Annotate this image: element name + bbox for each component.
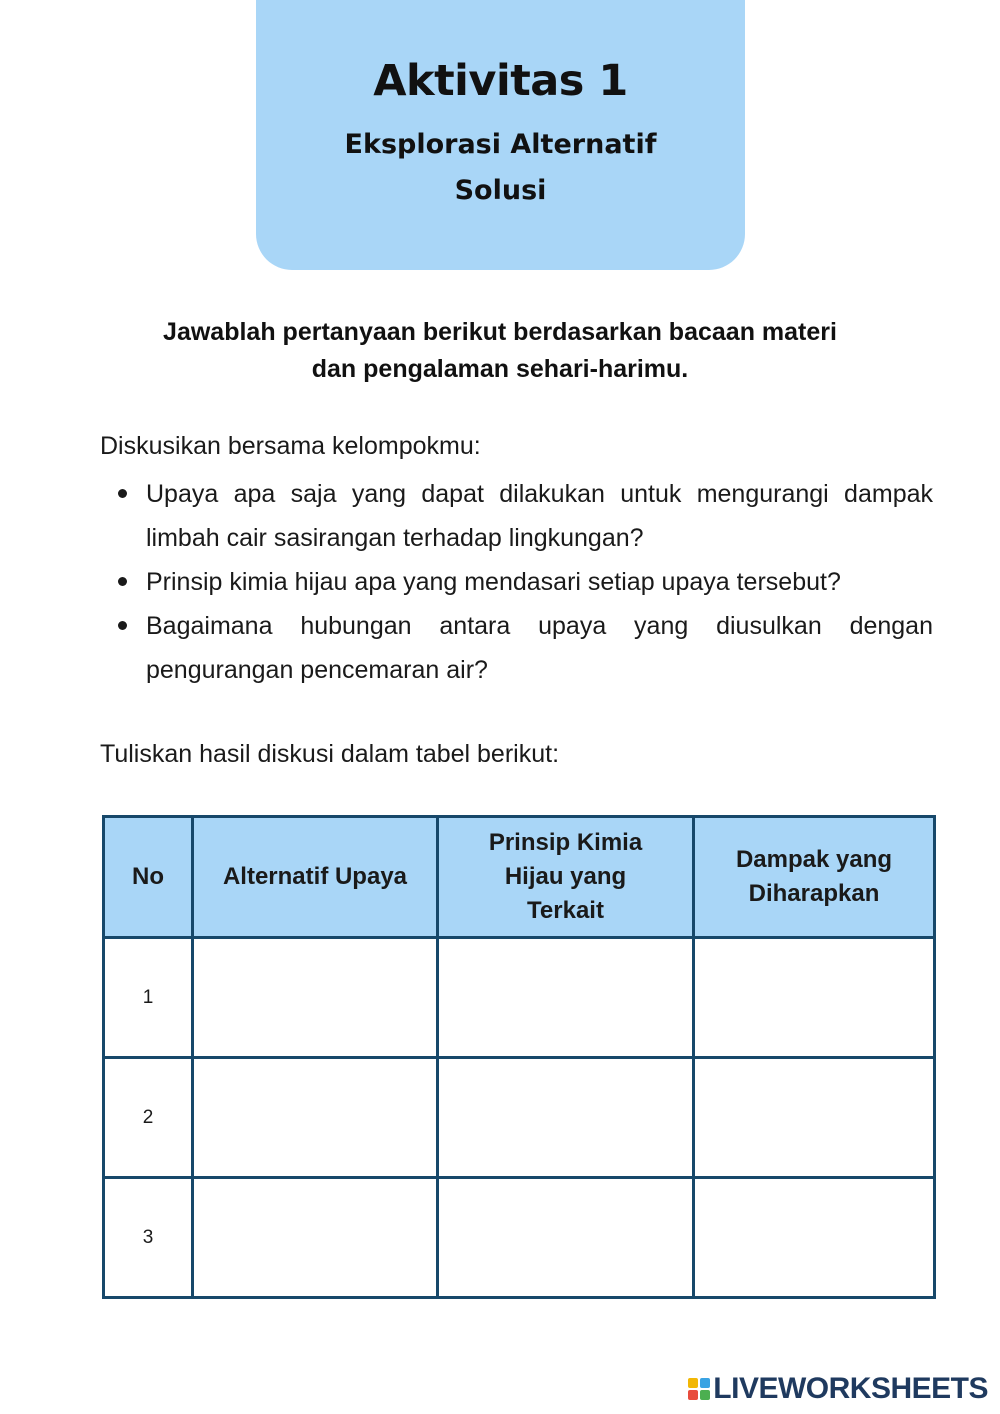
table-row (104, 938, 935, 1058)
header-dampak-label: Dampak yang Diharapkan (735, 846, 893, 907)
bullet-icon (118, 621, 127, 630)
cell-dampak[interactable] (694, 1058, 935, 1178)
cell-dampak[interactable] (694, 1178, 935, 1298)
question-text: Upaya apa saja yang dapat dilakukan untuk mengurangi dampak limbah cair sasirangan terhadap lingkungan? (146, 480, 933, 552)
table-instruction: Tuliskan hasil diskusi dalam tabel berikut: (100, 740, 560, 768)
header-dampak (694, 817, 935, 938)
instruction-line2: dan pengalaman sehari-harimu. (311, 355, 689, 383)
question-text: Bagaimana hubungan antara upaya yang diusulkan dengan pengurangan pencemaran air? (146, 612, 933, 684)
cell-prinsip-kimia-hijau[interactable] (438, 1178, 694, 1298)
activity-subtitle-line1: Eksplorasi Alternatif (344, 129, 657, 160)
header-no: No (104, 817, 193, 938)
logo-square (700, 1390, 710, 1400)
bullet-icon (118, 489, 127, 498)
logo-square (700, 1378, 710, 1388)
activity-subtitle (336, 122, 665, 214)
cell-alternatif-upaya[interactable] (193, 1178, 438, 1298)
discussion-question (100, 472, 933, 560)
cell-dampak[interactable] (694, 938, 935, 1058)
discussion-question-list (100, 472, 933, 692)
table-header-row (104, 817, 935, 938)
logo-square (688, 1378, 698, 1388)
instruction-text (100, 314, 900, 388)
liveworksheets-logo-text: LIVEWORKSHEETS (713, 1372, 988, 1405)
cell-alternatif-upaya[interactable] (193, 938, 438, 1058)
liveworksheets-grid-icon (688, 1378, 710, 1400)
discussion-question (100, 604, 933, 692)
activity-title: Aktivitas 1 (373, 56, 628, 106)
logo-square (688, 1390, 698, 1400)
activity-header-card (256, 0, 745, 270)
cell-alternatif-upaya[interactable] (193, 1058, 438, 1178)
question-text: Prinsip kimia hijau apa yang mendasari setiap upaya tersebut? (146, 568, 841, 596)
cell-prinsip-kimia-hijau[interactable] (438, 938, 694, 1058)
liveworksheets-logo (688, 1372, 988, 1406)
header-alternatif-upaya: Alternatif Upaya (193, 817, 438, 938)
header-prinsip-kimia-hijau (438, 817, 694, 938)
row-number: 1 (104, 938, 193, 1058)
bullet-icon (118, 577, 127, 586)
discussion-question (100, 560, 933, 604)
cell-prinsip-kimia-hijau[interactable] (438, 1058, 694, 1178)
row-number: 2 (104, 1058, 193, 1178)
header-prinsip-label: Prinsip Kimia Hijau yang Terkait (488, 829, 643, 924)
discussion-result-table (102, 815, 936, 1299)
table-row (104, 1058, 935, 1178)
discussion-intro: Diskusikan bersama kelompokmu: (100, 432, 481, 460)
instruction-line1: Jawablah pertanyaan berikut berdasarkan bacaan materi (163, 318, 837, 346)
table-row (104, 1178, 935, 1298)
row-number: 3 (104, 1178, 193, 1298)
activity-subtitle-line2: Solusi (454, 175, 547, 206)
